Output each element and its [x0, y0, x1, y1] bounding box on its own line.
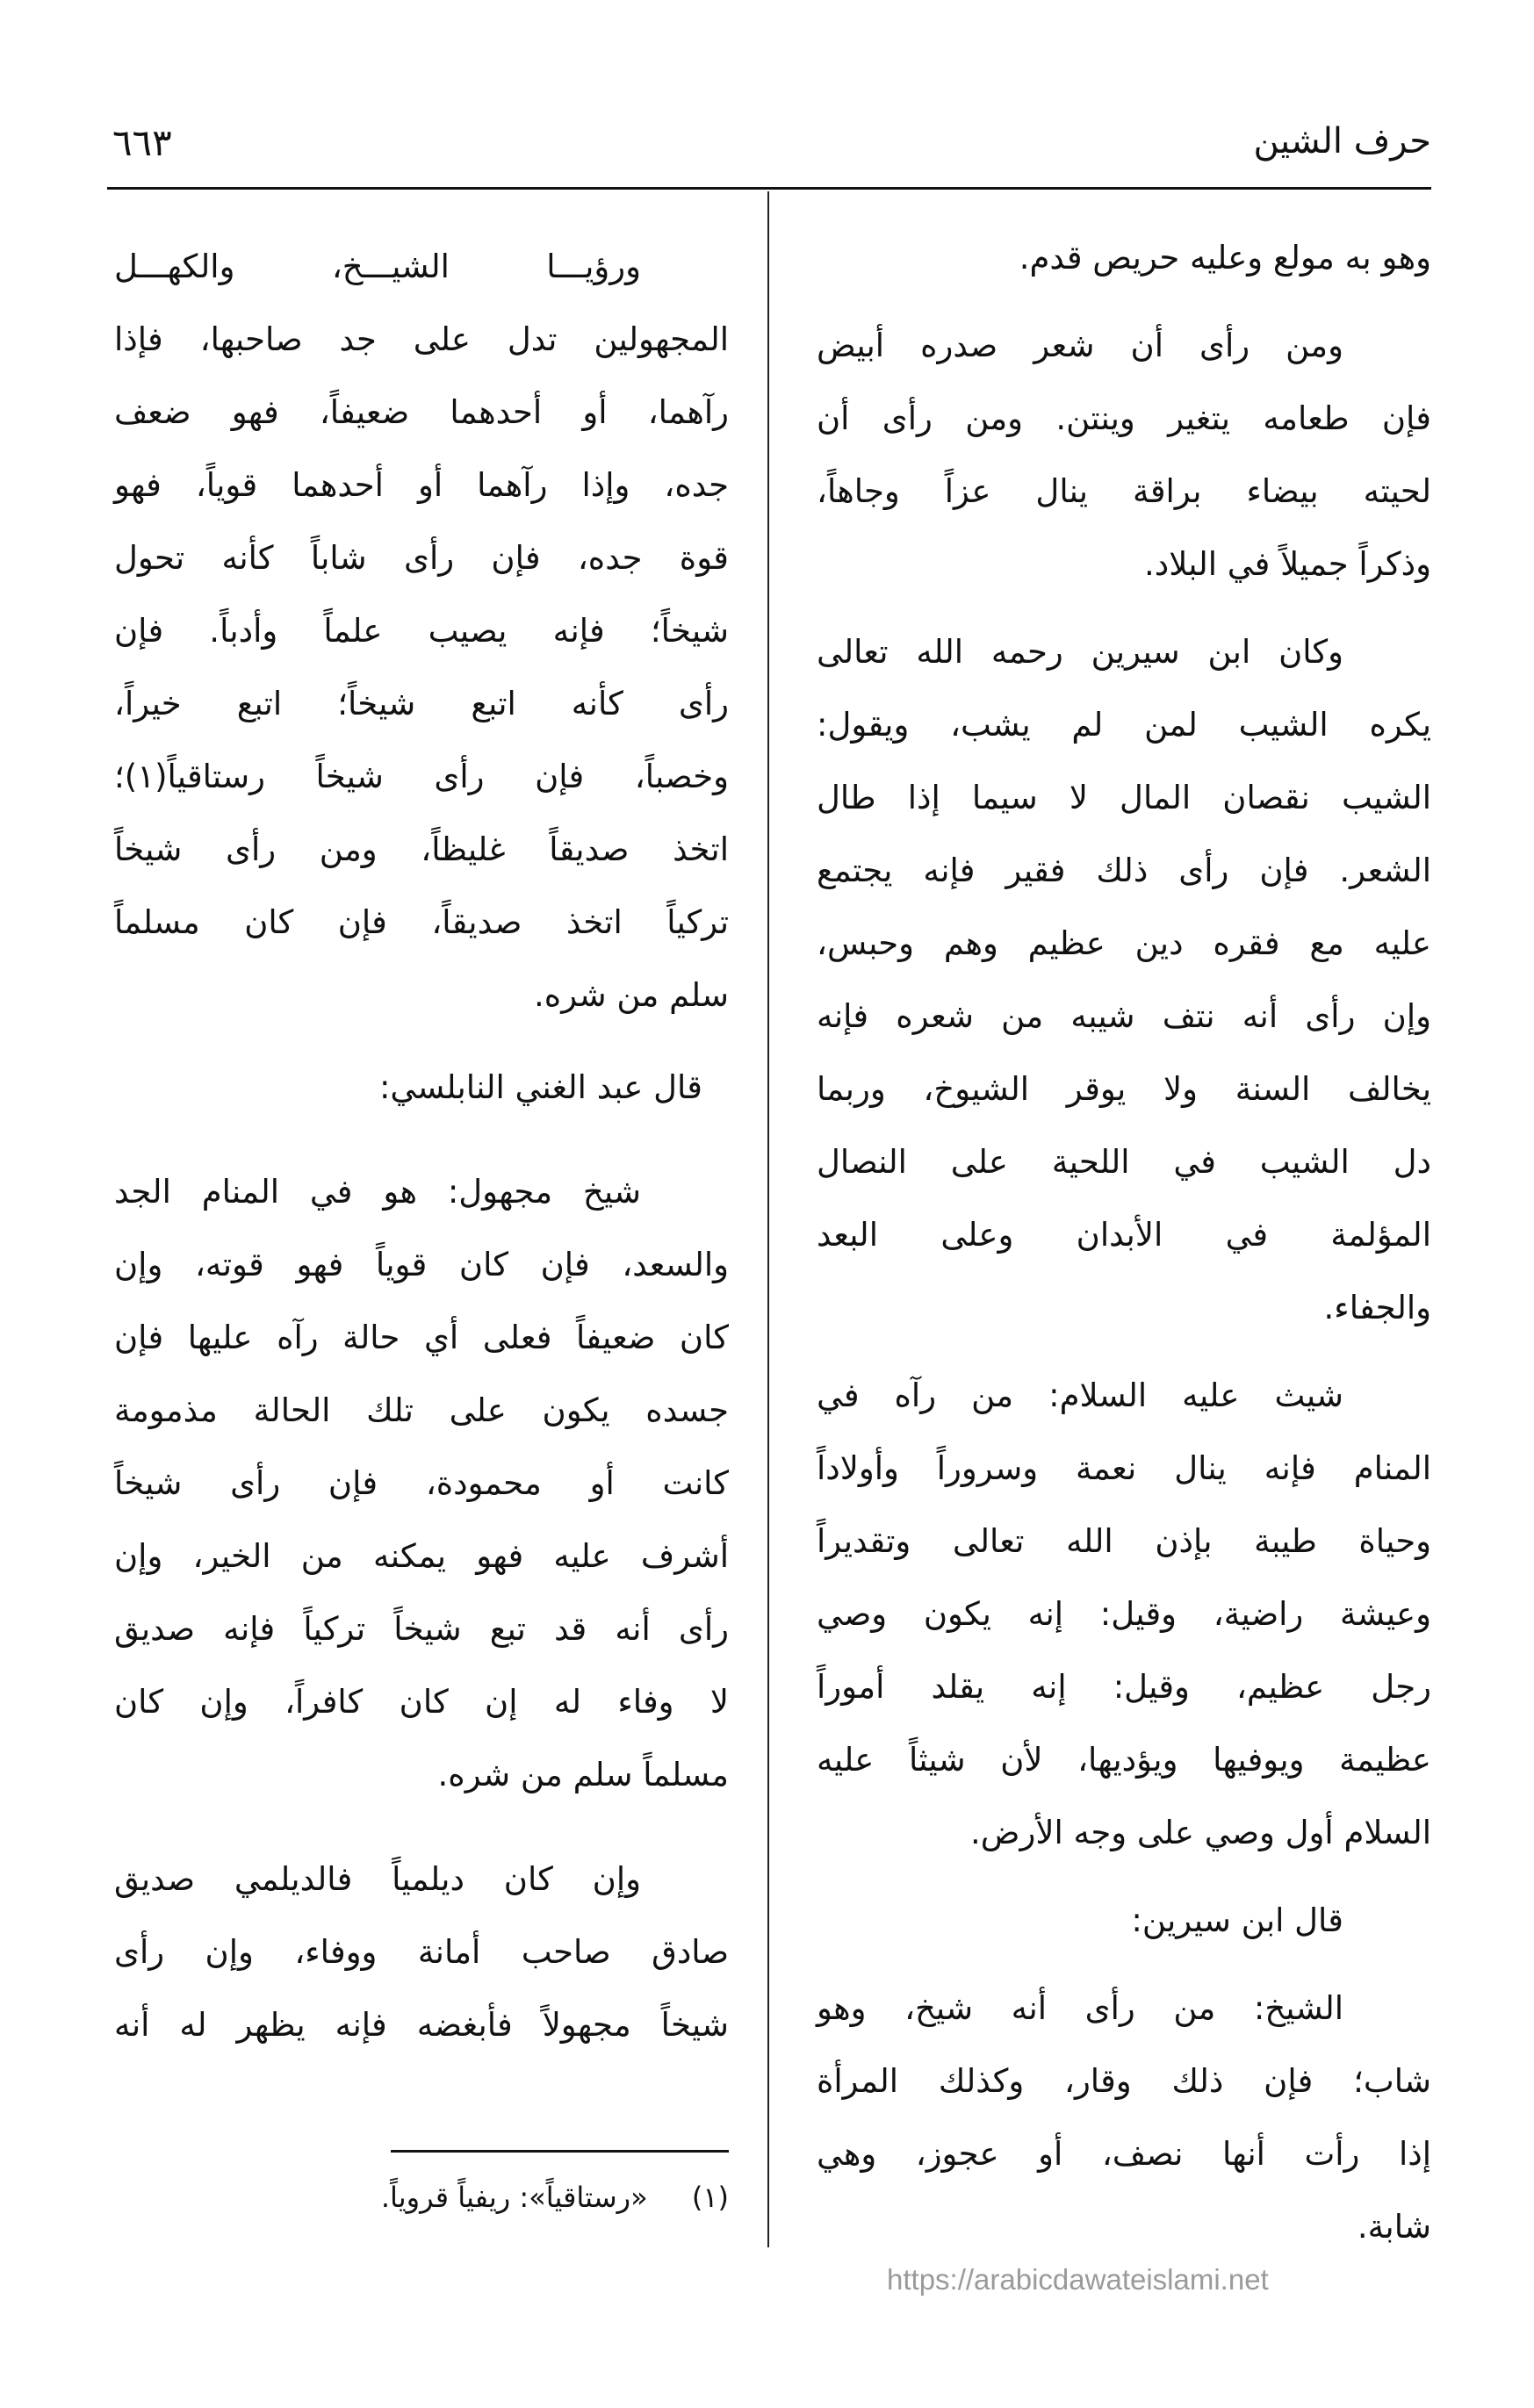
right-column: [817, 221, 1431, 2278]
text-line: ورؤيـــا الشيـــخ، والكهـــل: [114, 248, 641, 285]
text-line: رأى كأنه اتبع شيخاً؛ اتبع خيراً،: [114, 685, 729, 722]
text-line: جسده يكون على تلك الحالة مذمومة: [114, 1391, 729, 1429]
text-line: كان ضعيفاً فعلى أي حالة رآه عليها فإن: [114, 1319, 729, 1356]
text-line: وحياة طيبة بإذن الله تعالى وتقديراً: [817, 1522, 1431, 1560]
text-line: لحيته بيضاء براقة ينال عزاً وجاهاً،: [817, 472, 1431, 510]
paragraph: [114, 1843, 729, 2061]
text-line: شيخاً؛ فإنه يصيب علماً وأدباً. فإن: [114, 612, 729, 650]
left-column: [114, 230, 729, 2076]
section-heading: [114, 1051, 729, 1124]
text-line: السلام أول وصي على وجه الأرض.: [970, 1814, 1431, 1851]
footnote: [290, 2181, 729, 2214]
header-rule: [107, 187, 1431, 190]
text-line: مسلماً سلم من شره.: [437, 1756, 729, 1793]
text-line: سلم من شره.: [534, 976, 729, 1014]
paragraph: [817, 221, 1431, 294]
footnote-number: (١): [691, 2181, 729, 2214]
text-line: المؤلمة في الأبدان وعلى البعد: [817, 1216, 1431, 1254]
watermark: https://arabicdawateislami.net: [887, 2263, 1269, 2296]
text-line: الشعر. فإن رأى ذلك فقير فإنه يجتمع: [817, 852, 1431, 889]
text-line: شاب؛ فإن ذلك وقار، وكذلك المرأة: [817, 2062, 1431, 2100]
text-line: دل الشيب في اللحية على النصال: [817, 1143, 1431, 1181]
text-line: والجفاء.: [1323, 1289, 1431, 1326]
text-line: شيخاً مجهولاً فأبغضه فإنه يظهر له أنه: [114, 2006, 729, 2044]
page-number: ٦٦٣: [112, 121, 172, 164]
footnote-text: «رستاقياً»: ريفياً قروياً.: [380, 2181, 648, 2214]
column-divider: [767, 191, 769, 2247]
text-line: قوة جده، فإن رأى شاباً كأنه تحول: [114, 539, 729, 577]
text-line: عليه مع فقره دين عظيم وهم وحبس،: [817, 924, 1431, 962]
text-line: وإن رأى أنه نتف شيبه من شعره فإنه: [817, 997, 1431, 1035]
running-title: حرف الشين: [1253, 121, 1431, 162]
text-line: شيث عليه السلام: من رآه في: [817, 1377, 1343, 1414]
text-line: وكان ابن سيرين رحمه الله تعالى: [817, 633, 1343, 671]
text-line: رأى أنه قد تبع شيخاً تركياً فإنه صديق: [114, 1610, 729, 1648]
text-line: عظيمة ويوفيها ويؤديها، لأن شيثاً عليه: [817, 1741, 1431, 1779]
text-line: يخالف السنة ولا يوقر الشيوخ، وربما: [817, 1070, 1431, 1108]
paragraph: [817, 309, 1431, 600]
text-line: وخصباً، فإن رأى شيخاً رستاقياً(١)؛: [114, 758, 729, 795]
text-line: وهو به مولع وعليه حريص قدم.: [1019, 239, 1431, 277]
text-line: شابة.: [1357, 2208, 1431, 2246]
text-line: والسعد، فإن كان قوياً فهو قوته، وإن: [114, 1246, 729, 1283]
text-line: أشرف عليه فهو يمكنه من الخير، وإن: [114, 1537, 729, 1575]
text-line: رجل عظيم، وقيل: إنه يقلد أموراً: [817, 1668, 1431, 1706]
paragraph: [817, 1972, 1431, 2263]
text-line: الشيب نقصان المال لا سيما إذا طال: [817, 779, 1431, 816]
footnote-rule: [391, 2150, 729, 2153]
text-line: ومن رأى أن شعر صدره أبيض: [817, 327, 1343, 364]
text-line: كانت أو محمودة، فإن رأى شيخاً: [114, 1464, 729, 1502]
paragraph: [817, 615, 1431, 1344]
text-line: فإن طعامه يتغير وينتن. ومن رأى أن: [817, 399, 1431, 437]
text-line: شيخ مجهول: هو في المنام الجد: [114, 1173, 641, 1211]
text-line: المجهولين تدل على جد صاحبها، فإذا: [114, 320, 729, 358]
text-line: اتخذ صديقاً غليظاً، ومن رأى شيخاً: [114, 830, 729, 868]
paragraph: [114, 230, 729, 1031]
text-line: لا وفاء له إن كان كافراً، وإن كان: [114, 1683, 729, 1721]
text-line: صادق صاحب أمانة ووفاء، وإن رأى: [114, 1933, 729, 1971]
paragraph: [114, 1155, 729, 1811]
text-line: تركياً اتخذ صديقاً، فإن كان مسلماً: [114, 903, 729, 941]
text-line: وعيشة راضية، وقيل: إنه يكون وصي: [817, 1595, 1431, 1633]
paragraph: [817, 1359, 1431, 1869]
text-line: إذا رأت أنها نصف، أو عجوز، وهي: [817, 2135, 1431, 2173]
text-line: قال عبد الغني النابلسي:: [378, 1068, 702, 1106]
text-line: يكره الشيب لمن لم يشب، ويقول:: [817, 706, 1431, 744]
text-line: الشيخ: من رأى أنه شيخ، وهو: [817, 1989, 1343, 2027]
paragraph: [817, 1884, 1431, 1957]
text-line: وذكراً جميلاً في البلاد.: [1143, 545, 1431, 583]
text-line: قال ابن سيرين:: [1131, 1901, 1343, 1939]
text-line: رآهما، أو أحدهما ضعيفاً، فهو ضعف: [114, 393, 729, 431]
text-line: المنام فإنه ينال نعمة وسروراً وأولاداً: [817, 1449, 1431, 1487]
text-line: جده، وإذا رآهما أو أحدهما قوياً، فهو: [114, 466, 729, 504]
text-line: وإن كان ديلمياً فالديلمي صديق: [114, 1860, 641, 1898]
